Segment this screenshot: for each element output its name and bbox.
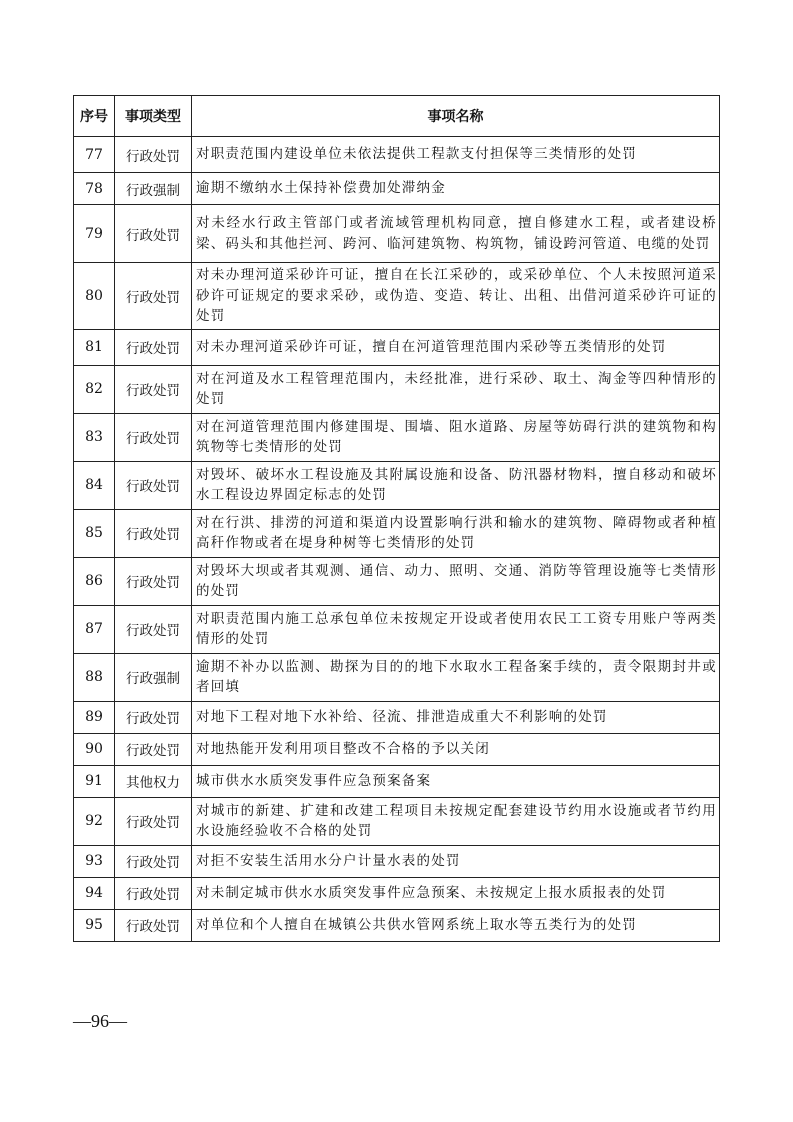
table-row (74, 137, 720, 173)
row-number: 93 (74, 845, 115, 877)
row-type: 行政处罚 (115, 461, 192, 509)
table-row (74, 877, 720, 909)
header-no: 序号 (74, 96, 115, 137)
table-row (74, 329, 720, 365)
row-name: 对未办理河道采砂许可证，擅自在河道管理范围内采砂等五类情形的处罚 (192, 329, 720, 365)
table-row (74, 263, 720, 330)
table-row (74, 413, 720, 461)
table-row (74, 365, 720, 413)
row-name: 对未经水行政主管部门或者流域管理机构同意，擅自修建水工程，或者建设桥梁、码头和其他拦河、跨河、临河建筑物、构筑物，铺设跨河管道、电缆的处罚 (192, 205, 720, 263)
page-number: —96— (73, 1011, 127, 1031)
row-name: 对在行洪、排涝的河道和渠道内设置影响行洪和输水的建筑物、障碍物或者种植高秆作物或者在堤身种树等七类情形的处罚 (192, 509, 720, 557)
row-type: 行政处罚 (115, 413, 192, 461)
row-number: 84 (74, 461, 115, 509)
table-row (74, 733, 720, 765)
row-number: 95 (74, 909, 115, 941)
row-name: 城市供水水质突发事件应急预案备案 (192, 765, 720, 797)
row-type: 行政处罚 (115, 797, 192, 845)
table-row (74, 509, 720, 557)
row-number: 88 (74, 653, 115, 701)
row-number: 79 (74, 205, 115, 263)
row-type: 行政强制 (115, 173, 192, 205)
row-name: 对地热能开发利用项目整改不合格的予以关闭 (192, 733, 720, 765)
row-type: 行政处罚 (115, 509, 192, 557)
row-name: 对地下工程对地下水补给、径流、排泄造成重大不利影响的处罚 (192, 701, 720, 733)
row-name: 对未办理河道采砂许可证，擅自在长江采砂的，或采砂单位、个人未按照河道采砂许可证规定的要求采砂，或伪造、变造、转让、出租、出借河道采砂许可证的处罚 (192, 263, 720, 330)
row-type: 行政处罚 (115, 137, 192, 173)
table-row (74, 653, 720, 701)
row-number: 78 (74, 173, 115, 205)
table-row (74, 173, 720, 205)
row-name: 对职责范围内建设单位未依法提供工程款支付担保等三类情形的处罚 (192, 137, 720, 173)
header-name: 事项名称 (192, 96, 720, 137)
table-row (74, 701, 720, 733)
row-name: 对单位和个人擅自在城镇公共供水管网系统上取水等五类行为的处罚 (192, 909, 720, 941)
row-name: 对职责范围内施工总承包单位未按规定开设或者使用农民工工资专用账户等两类情形的处罚 (192, 605, 720, 653)
row-type: 行政处罚 (115, 701, 192, 733)
row-name: 对城市的新建、扩建和改建工程项目未按规定配套建设节约用水设施或者节约用水设施经验收不合格的处罚 (192, 797, 720, 845)
table-row (74, 909, 720, 941)
row-number: 92 (74, 797, 115, 845)
table-row (74, 205, 720, 263)
row-number: 77 (74, 137, 115, 173)
row-type: 其他权力 (115, 765, 192, 797)
row-number: 80 (74, 263, 115, 330)
row-number: 82 (74, 365, 115, 413)
row-number: 91 (74, 765, 115, 797)
row-name: 对毁坏大坝或者其观测、通信、动力、照明、交通、消防等管理设施等七类情形的处罚 (192, 557, 720, 605)
row-name: 对未制定城市供水水质突发事件应急预案、未按规定上报水质报表的处罚 (192, 877, 720, 909)
row-type: 行政处罚 (115, 365, 192, 413)
row-name: 逾期不补办以监测、勘探为目的的地下水取水工程备案手续的，责令限期封井或者回填 (192, 653, 720, 701)
row-name: 对拒不安装生活用水分户计量水表的处罚 (192, 845, 720, 877)
table-row (74, 557, 720, 605)
row-type: 行政处罚 (115, 557, 192, 605)
row-type: 行政强制 (115, 653, 192, 701)
row-type: 行政处罚 (115, 263, 192, 330)
table-row (74, 461, 720, 509)
table-row (74, 797, 720, 845)
row-name: 逾期不缴纳水土保持补偿费加处滞纳金 (192, 173, 720, 205)
row-number: 94 (74, 877, 115, 909)
row-type: 行政处罚 (115, 733, 192, 765)
table-row (74, 845, 720, 877)
row-type: 行政处罚 (115, 845, 192, 877)
header-type: 事项类型 (115, 96, 192, 137)
row-number: 86 (74, 557, 115, 605)
row-number: 85 (74, 509, 115, 557)
row-name: 对在河道管理范围内修建围堤、围墙、阻水道路、房屋等妨碍行洪的建筑物和构筑物等七类情形的处罚 (192, 413, 720, 461)
row-name: 对在河道及水工程管理范围内，未经批准，进行采砂、取土、淘金等四种情形的处罚 (192, 365, 720, 413)
row-number: 81 (74, 329, 115, 365)
row-type: 行政处罚 (115, 205, 192, 263)
row-type: 行政处罚 (115, 909, 192, 941)
table-row (74, 765, 720, 797)
power-list-table (73, 95, 720, 942)
row-number: 90 (74, 733, 115, 765)
row-name: 对毁坏、破坏水工程设施及其附属设施和设备、防汛器材物料，擅自移动和破坏水工程设边界固定标志的处罚 (192, 461, 720, 509)
row-type: 行政处罚 (115, 605, 192, 653)
row-type: 行政处罚 (115, 877, 192, 909)
row-type: 行政处罚 (115, 329, 192, 365)
row-number: 89 (74, 701, 115, 733)
table-row (74, 605, 720, 653)
table-header-row (74, 96, 720, 137)
row-number: 83 (74, 413, 115, 461)
row-number: 87 (74, 605, 115, 653)
